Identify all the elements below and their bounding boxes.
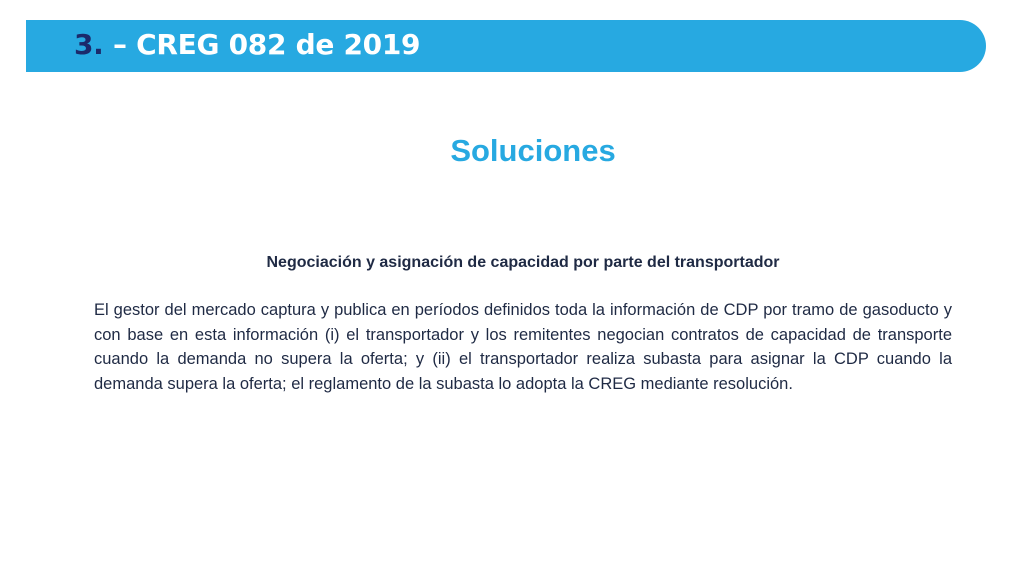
- section-title: Soluciones: [450, 133, 616, 168]
- header-title-text: – CREG 082 de 2019: [112, 28, 421, 61]
- header-band: [26, 20, 986, 72]
- content-paragraph: El gestor del mercado captura y publica en períodos definidos toda la información de CDP por tramo de gasoducto y con base en esta información (i) el transportador y los remitentes negocian contratos de capacidad de transporte cuando la demanda no supera la oferta; y (ii) el transportador realiza subasta para asignar la CDP cuando la demanda supera la oferta; el reglamento de la subasta lo adopta la CREG mediante resolución.: [94, 301, 952, 393]
- header-title: [74, 20, 420, 72]
- header-number: 3.: [74, 28, 113, 61]
- content-subtitle: Negociación y asignación de capacidad por parte del transportador: [266, 254, 780, 271]
